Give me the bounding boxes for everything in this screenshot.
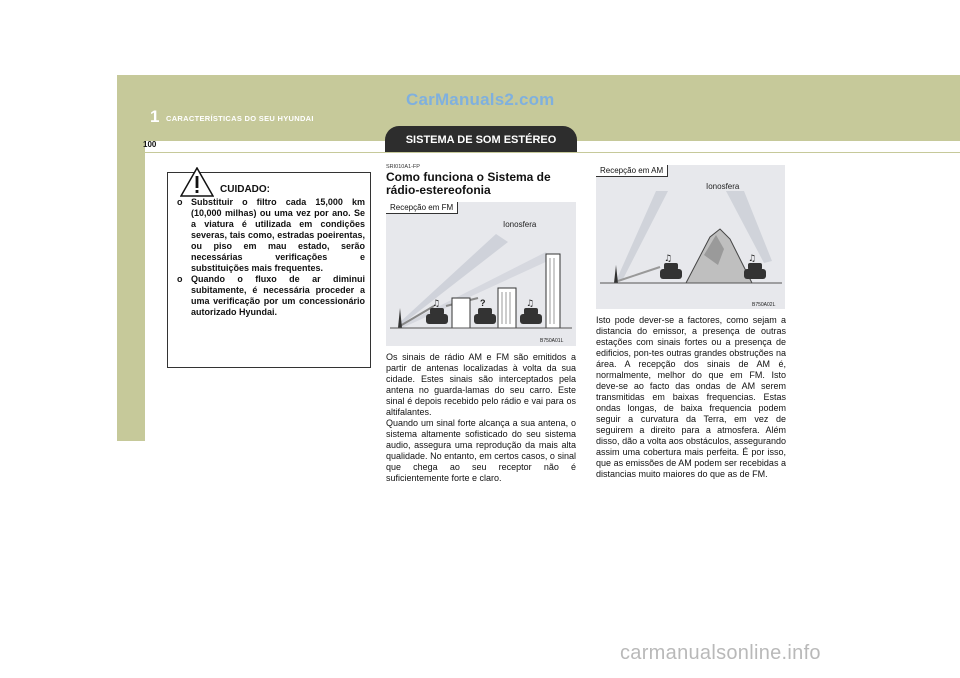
bullet: o: [177, 274, 183, 284]
reference-code: SRI010A1-FP: [386, 164, 420, 170]
page-number: 100: [143, 140, 157, 149]
chapter-number: 1: [150, 107, 160, 126]
caution-item: [177, 197, 365, 274]
am-illustration: [596, 165, 785, 309]
warning-triangle-icon: [180, 167, 214, 197]
am-reception-figure: [596, 165, 785, 309]
caution-item-text: Substituir o filtro cada 15,000 km (10,000 milhas) ou uma vez por ano. Se a viatura é utilizada em condições severas, tais como, estradas poeirentas, ou piso em mau estado, serão necessárias verificações e substituições mais frequentes.: [191, 197, 365, 273]
header-rule: [144, 152, 960, 153]
svg-text:♫: ♫: [432, 299, 441, 309]
am-figure-label: Recepção em AM: [596, 165, 668, 177]
fm-figure-label: Recepção em FM: [386, 202, 458, 214]
question-mark: ?: [480, 298, 486, 308]
svg-text:♫: ♫: [526, 299, 535, 309]
section-title: SISTEMA DE SOM ESTÉREO: [385, 126, 577, 153]
section-subtitle: Como funciona o Sistema de rádio-estereofonia: [386, 170, 551, 197]
body-paragraph-right: Isto pode dever-se a factores, como sejam a distancia do emissor, a presença de outras estações com sinais fortes ou a presença de edificios, pon-tes outras grandes obstruções na área. A recepção dos sinais de AM é, normalmente, melhor do que em FM. Isto deve-se ao facto das ondas de AM serem transmitidas em baixas frequencias. Estas ondas longas, de baixa frequencia podem seguir a curvatura da Terra, em vez de seguirem a direito para a atmosfera. Além disso, dão a volta aos obstáculos, assegurando assim uma cobertura mais perfeita. É por isso, que as emissões de AM podem ser recebidas a distancias muito maiores do que as de FM.: [596, 315, 786, 479]
caution-item: [177, 274, 365, 318]
caution-title: CUIDADO:: [220, 184, 270, 195]
body-paragraph-middle: Os sinais de rádio AM e FM são emitidos a partir de antenas localizadas à volta da sua cidade. Estes sinais são interceptados pela antena no guarda-lamas do seu carro. Este sinal é depois recebido pelo rádio e vai para os altifalantes. Quando um sinal forte alcança a sua antena, o sistema altamente sofisticado do seu sistema audio, assegura uma reprodução da mais alta qualidade. No entanto, em certos casos, o sinal que chega ao seu receptor não é suficientemente forte e claro.: [386, 352, 576, 483]
fm-reception-figure: [386, 202, 576, 346]
svg-text:♫: ♫: [748, 254, 757, 264]
am-ionosphere-label: Ionosfera: [706, 182, 740, 191]
fm-illustration: [386, 202, 576, 346]
chapter-title: CARACTERÍSTICAS DO SEU HYUNDAI: [166, 114, 314, 123]
margin-strip: [117, 141, 145, 441]
fm-figure-code: B750A01L: [540, 338, 564, 344]
caution-item-text: Quando o fluxo de ar diminui subitamente, é necessária proceder a uma verificação por um concessionário autorizado Hyundai.: [191, 274, 365, 317]
am-figure-code: B750A02L: [752, 302, 776, 308]
svg-text:♫: ♫: [664, 254, 673, 264]
watermark-top[interactable]: CarManuals2.com: [406, 90, 555, 109]
caution-list: [177, 197, 365, 318]
bullet: o: [177, 197, 183, 207]
watermark-bottom[interactable]: carmanualsonline.info: [620, 642, 821, 664]
fm-ionosphere-label: Ionosfera: [503, 220, 537, 229]
